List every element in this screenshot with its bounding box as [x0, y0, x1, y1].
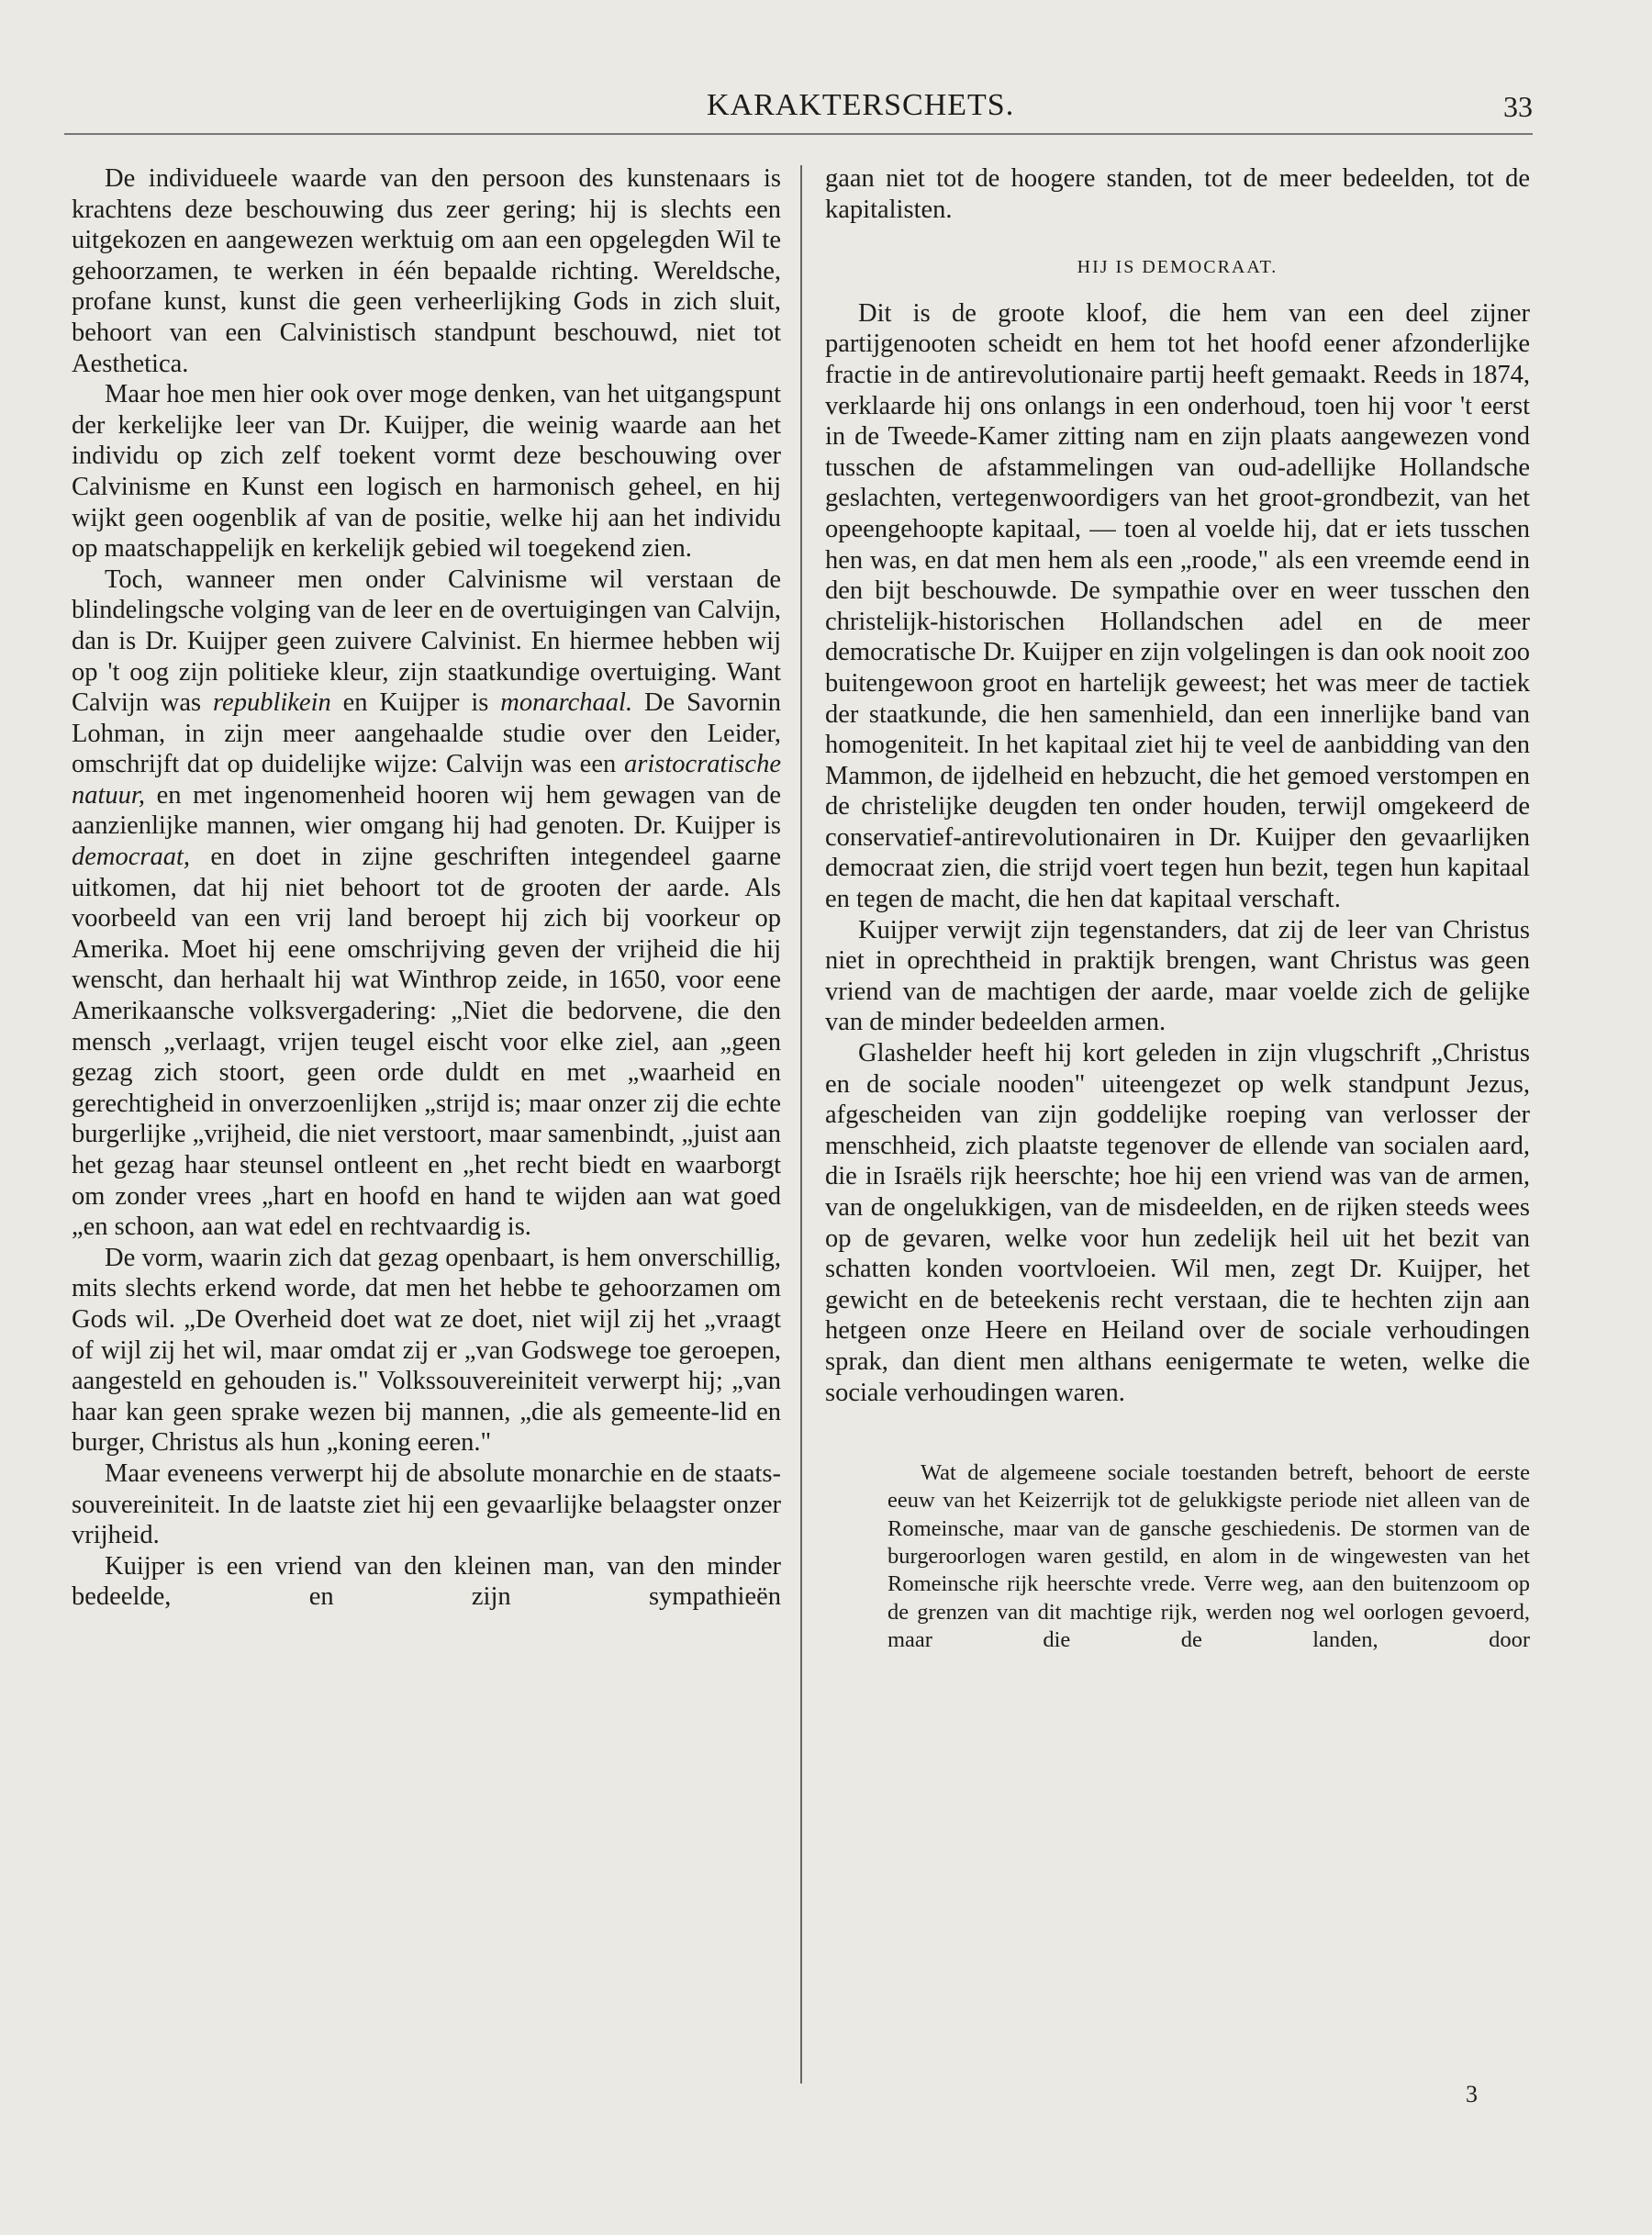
paragraph: Kuijper verwijt zijn tegenstanders, dat zij de leer van Christus niet in oprechtheid in praktijk brengen, want Christus was geen vriend van de machtigen der aarde, maar voelde zich de gelijke van de minder bedeelden armen. — [825, 915, 1530, 1037]
paragraph: Kuijper is een vriend van den kleinen man, van den minder bedeelde, en zijn sympathieën — [72, 1551, 781, 1612]
column-divider — [800, 165, 802, 2084]
page-number: 33 — [1503, 90, 1533, 123]
paragraph: Glashelder heeft hij kort geleden in zijn vlugschrift „Christus en de sociale nooden" uiteengezet op welk standpunt Jezus, afgescheiden van zijn goddelijke roeping van verlosser der menschheid, zich plaatste tegenover de ellende van socialen aard, die in Israëls rijk heerschte; hoe hij een vriend was van de armen, van de ongelukkigen, van de misdeelden, en de rijken steeds wees op de gevaren, welke voor hun zedelijk heil uit het bezit van schatten konden voortvloeien. Wil men, zegt Dr. Kuijper, het gewicht en de beteekenis recht verstaan, die te hechten zijn aan hetgeen onze Heere en Heiland over de sociale verhoudingen sprak, dan dient men althans eenigermate te weten, welke die sociale verhoudingen waren. — [825, 1039, 1530, 1407]
text-run: Toch, wanneer men onder Calvinisme wil verstaan de blindelingsche volging van de leer en de overtuigingen van Calvijn, dan is Dr. Kuijper geen zuivere Calvinist. En hiermee hebben wij op 't oog zijn politieke kleur, zijn staatkundige overtuiging. Want Calvijn was — [72, 564, 781, 718]
paragraph: De individueele waarde van den persoon des kunstenaars is krachtens deze beschouwing dus zeer gering; hij is slechts een uitgekozen en aangewezen werktuig om aan een opgelegden Wil te gehoorzamen, te werken in één bepaalde richting. Wereldsche, profane kunst, kunst die geen verheerlijking Gods in zich sluit, behoort van een Calvinistisch standpunt beschouwd, niet tot Aesthetica. — [72, 164, 781, 378]
paragraph-continuation: gaan niet tot de hoogere standen, tot de meer bedeelden, tot de kapitalisten. — [825, 164, 1530, 224]
paragraph — [72, 564, 781, 1243]
header-rule — [64, 133, 1533, 135]
paragraph: Dit is de groote kloof, die hem van een deel zijner partijgenooten scheidt en hem tot het hoofd eener afzonderlijke fractie in de antirevolutionaire partij heeft gemaakt. Reeds in 1874, verklaarde hij ons onlangs in een onderhoud, toen hij voor 't eerst in de Tweede-Kamer zitting nam en zijn plaats aangewezen vond tusschen de afstammelingen van oud-adellijke Hollandsche geslachten, vertegenwoordigers van het groot-grondbezit, van het opeengehoopte kapitaal, — toen al voelde hij, dat er iets tusschen hen was, en dat men hem als een „roode," als een vreemde eend in den bijt beschouwde. De sympathie over en weer tusschen den christelijk-historischen Hollandschen adel en de meer democratische Dr. Kuijper en zijn volgelingen is dan ook nooit zoo buitengewoon groot en hartelijk geweest; het was meer de tactiek der staatkunde, die hen samenhield, dan een innerlijke band van homogeniteit. In het kapitaal ziet hij te veel de aanbidding van den Mammon, de ijdelheid en hebzucht, die het gemoed verstompen en de christelijke deugden ten onder houden, terwijl omgekeerd de conservatief-antirevolutionairen in Dr. Kuijper den gevaarlijken democraat zien, die strijd voert tegen hun bezit, tegen hun kapitaal en tegen de macht, die hen dat kapitaal verschaft. — [825, 298, 1530, 914]
italic-text: republikein — [213, 688, 331, 718]
running-title: KARAKTERSCHETS. — [707, 88, 1015, 122]
right-column — [825, 163, 1530, 1654]
text-run: en met ingenomenheid hooren wij hem gewagen van de aanzienlijke mannen, wier omgang hij had genoten. Dr. Kuijper is — [72, 780, 781, 841]
italic-text: monarchaal. — [500, 688, 633, 718]
text-run: en Kuijper is — [330, 688, 501, 718]
signature-mark: 3 — [1466, 2081, 1478, 2107]
left-column — [72, 163, 781, 1613]
paragraph: Wat de algemeene sociale toestanden betreft, behoort de eerste eeuw van het Keizerrijk tot de gelukkigste periode niet alleen van de Romeinsche, maar van de gansche geschiedenis. De stormen van de burgeroorlogen waren gestild, en alom in de wingewesten van het Romeinsche rijk heerschte vrede. Verre weg, aan den buitenzoom op de grenzen van dit machtige rijk, werden nog wel oorlogen gevoerd, maar die de landen, door — [887, 1460, 1530, 1652]
page-header — [64, 88, 1533, 134]
italic-text: democraat, — [72, 843, 191, 872]
small-print-quote — [825, 1459, 1530, 1654]
paragraph: De vorm, waarin zich dat gezag openbaart, is hem onverschillig, mits slechts erkend worde, dat men het hebbe te gehoorzamen om Gods wil. „De Overheid doet wat ze doet, niet wijl zij het „vraagt of wijl zij het wil, maar omdat zij er „van Godswege toe geroepen, aangesteld en gehouden is." Volkssouvereiniteit verwerpt hij; „van haar kan geen sprake wezen bij mannen, „die als gemeente-lid en burger, Christus als hun „koning eeren." — [72, 1243, 781, 1458]
text-run: en doet in zijne geschriften integendeel gaarne uitkomen, dat hij niet behoort tot de grooten der aarde. Als voorbeeld van een vrij land beroept hij zich bij voorkeur op Amerika. Moet hij eene omschrijving geven der vrijheid die hij wenscht, dan herhaalt hij wat Winthrop zeide, in 1650, voor eene Amerikaansche volksvergadering: „Niet die bedorvene, die den mensch „verlaagt, vrijen teugel eischt voor elke ziel, aan „geen gezag zich stoort, geen orde duldt en met „waarheid en gerechtigheid in onverzoenlijken „strijd is; maar onzer zij die echte burgerlijke „vrijheid, die niet verstoort, maar samenbindt, „juist aan het gezag haar steunsel ontleent en „het recht biedt en waarborgt om zonder vrees „hart en hoofd en hand te wijden aan wat goed „en schoon, aan wat edel en rechtvaardig is. — [72, 843, 781, 1242]
paragraph: Maar hoe men hier ook over moge denken, van het uitgangspunt der kerkelijke leer van Dr. Kuijper, die weinig waarde aan het individu op zich zelf toekent vormt deze beschouwing over Calvinisme en Kunst een logisch en harmonisch geheel, en hij wijkt geen oogenblik af van de positie, welke hij aan het individu op maatschappelijk en kerkelijk gebied wil toegekend zien. — [72, 380, 781, 564]
paragraph: Maar eveneens verwerpt hij de absolute monarchie en de staats-souvereiniteit. In de laatste ziet hij een gevaarlijke belaagster onzer vrijheid. — [72, 1458, 781, 1550]
section-heading: HIJ IS DEMOCRAAT. — [1077, 257, 1278, 278]
italic-text: aristocratische natuur, — [72, 750, 781, 810]
text-run: De Savornin Lohman, in zijn meer aangehaalde studie over den Leider, omschrijft dat op duidelijke wijze: Calvijn was een — [72, 688, 782, 779]
